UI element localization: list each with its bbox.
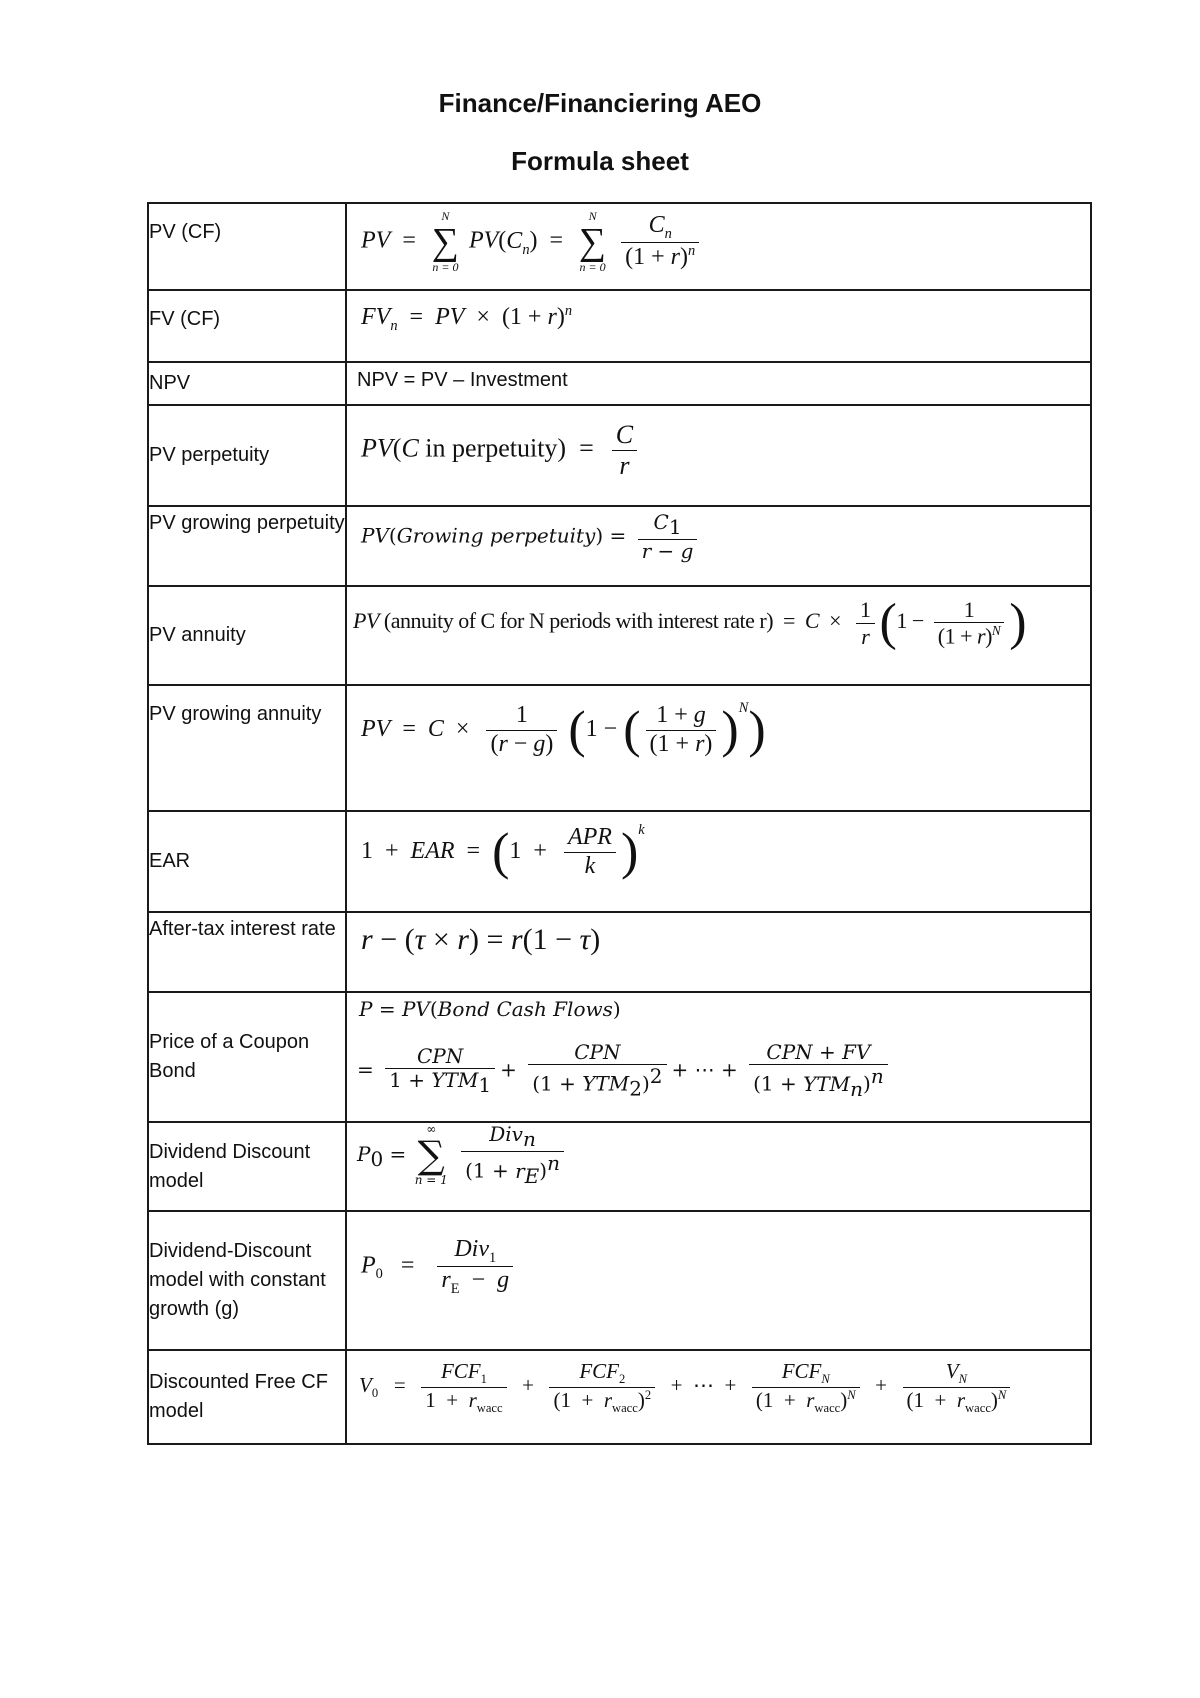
formula-npv: NPV = PV – Investment (357, 369, 568, 391)
formula-text: annuity of C for N periods with interest rate r (390, 608, 767, 634)
formula-cell (346, 992, 1091, 1122)
row-label: PV (CF) (148, 203, 346, 290)
formula-ddm: $P_0$ = ∞ ∑ n = 1 Div$_n$ $(1 + r_E)^n$ (357, 1123, 569, 1188)
row-label: Dividend Discount model (148, 1122, 346, 1211)
table-row (148, 1122, 1091, 1211)
row-label: PV growing perpetuity (148, 506, 346, 586)
formula-cell (346, 290, 1091, 362)
formula-fv-cf: $FV_n$ = PV × $(1 + r)^n$ (361, 303, 573, 334)
formula-cell (346, 362, 1091, 405)
formula-cell (346, 586, 1091, 685)
table-row (148, 290, 1091, 362)
formula-cell (346, 1211, 1091, 1350)
formula-ddm-growth: $P_0$ = Div$_1$ $r_E - g$ (361, 1236, 518, 1298)
row-label: Dividend-Discount model with constant growth (g) (148, 1211, 346, 1350)
table-row (148, 506, 1091, 586)
row-label: EAR (148, 811, 346, 912)
table-row (148, 912, 1091, 992)
formula-pv-perpetuity: PV(C in perpetuity) = $\frac{C}{r}$ (361, 420, 642, 481)
formula-cell (346, 912, 1091, 992)
page-subtitle: Formula sheet (511, 146, 689, 176)
table-row (148, 203, 1091, 290)
table-row (148, 362, 1091, 405)
row-label: PV growing annuity (148, 685, 346, 811)
row-label: FV (CF) (148, 290, 346, 362)
formula-pv-growing-annuity: PV = C × $\frac{1}{(r - g)}$ (1 − ( $\frac{1 + g}{(1 + r)}$ )$^N$) (361, 700, 766, 759)
table-row (148, 1211, 1091, 1350)
formula-cell (346, 405, 1091, 506)
formula-ear: 1 + EAR = (1 + APR k )$^k$ (361, 822, 645, 881)
formula-pv-cf: PV = N ∑ n = 0 $PV(C_n)$ = N ∑ n = 0 $\frac{C_n}{(1 + r)^n}$ (361, 210, 704, 274)
formula-cell (346, 811, 1091, 912)
formula-dcf: $V_0$ = $FCF_1$ $1 + r_{wacc}$ + $FCF_2$ $(1 + r_{wacc})^2$ + ⋯ + $FCF_N$ $(1 + r_{wacc})^N$ + $V_N$ $(1 + r_{wacc})^N$ (359, 1359, 1015, 1415)
formula-table (147, 202, 1092, 1445)
row-label: Price of a Coupon Bond (148, 992, 346, 1122)
row-label: PV perpetuity (148, 405, 346, 506)
row-label: PV annuity (148, 586, 346, 685)
formula-bond-price: P = PV(Bond Cash Flows) (359, 997, 621, 1021)
table-row (148, 1350, 1091, 1444)
formula-text: Growing perpetuity (396, 523, 596, 548)
formula-pv-growing-perpetuity: PV(Growing perpetuity) = $\frac{C_1}{r - g}$ (361, 511, 702, 563)
row-label: NPV (148, 362, 346, 405)
table-row (148, 586, 1091, 685)
row-label: Discounted Free CF model (148, 1350, 346, 1444)
formula-bond-price-expansion: = CPN $1 + YTM_1$ + CPN $(1 + YTM_2)^2$ + ⋯ + CPN + FV $(1 + YTM_n)^n$ (357, 1041, 893, 1101)
formula-text: in perpetuity (425, 433, 558, 463)
formula-after-tax-rate: r − (τ × r) = r(1 − τ) (361, 923, 601, 956)
table-row (148, 685, 1091, 811)
table-row (148, 811, 1091, 912)
formula-cell (346, 506, 1091, 586)
formula-cell (346, 1122, 1091, 1211)
table-row (148, 992, 1091, 1122)
page-title: Finance/Financiering AEO (438, 88, 762, 118)
formula-cell (346, 203, 1091, 290)
formula-cell (346, 685, 1091, 811)
formula-pv-annuity: PV (annuity of C for N periods with interest rate r) = C × $\frac{1}{r}$ (1 − $\frac{1}{(1 + r)^N}$ ) (353, 594, 1027, 651)
table-row (148, 405, 1091, 506)
formula-text: Bond Cash Flows (437, 997, 613, 1021)
formula-cell (346, 1350, 1091, 1444)
row-label: After-tax interest rate (148, 912, 346, 992)
